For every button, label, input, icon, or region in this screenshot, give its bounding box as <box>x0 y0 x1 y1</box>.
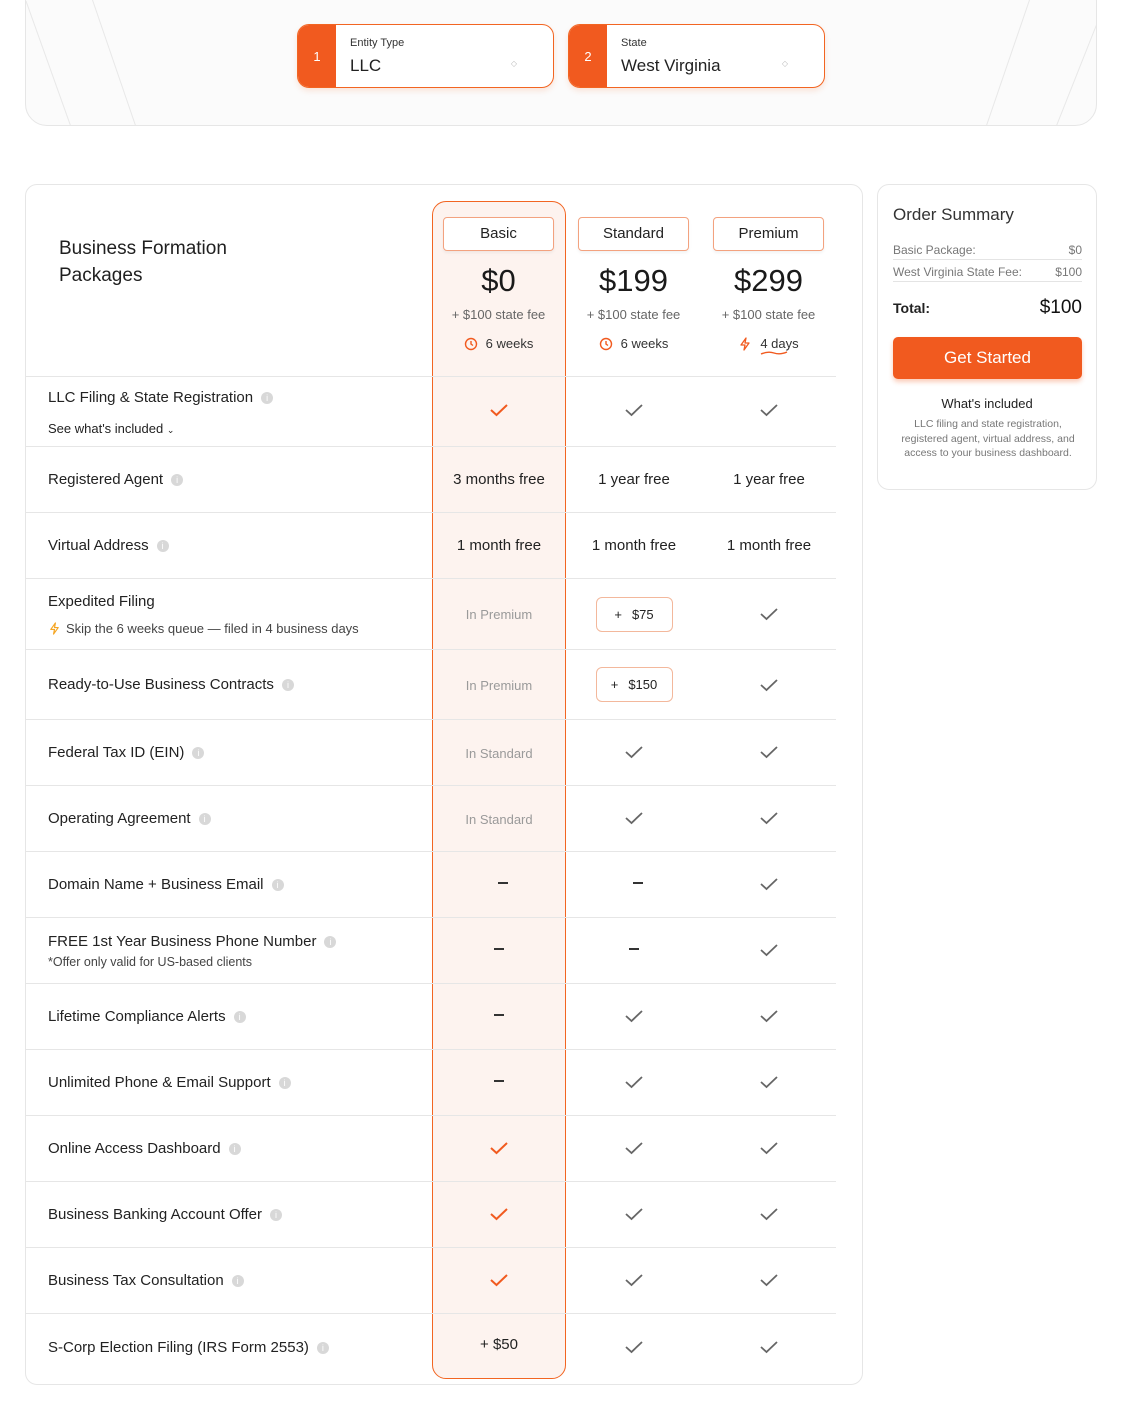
entity-type-caption: Entity Type <box>350 37 405 49</box>
feature-subtext: *Offer only valid for US-based clients <box>48 955 253 969</box>
whats-included-text: LLC filing and state registration, registered agent, virtual address, and access to your business dashboard. <box>901 418 1075 459</box>
state-select[interactable] <box>568 24 825 88</box>
check-icon <box>432 1273 566 1291</box>
package-price: $199 <box>599 263 668 298</box>
clock-icon <box>464 337 478 351</box>
check-icon <box>702 1207 836 1225</box>
info-icon[interactable]: i <box>229 1143 241 1155</box>
table-row <box>26 1049 836 1115</box>
entity-type-select[interactable] <box>297 24 554 88</box>
info-icon[interactable]: i <box>317 1342 329 1354</box>
package-basic-button[interactable]: Basic <box>443 217 554 251</box>
table-row <box>26 376 836 446</box>
info-icon[interactable]: i <box>157 540 169 552</box>
package-price: $299 <box>734 263 803 298</box>
check-icon <box>702 1141 836 1159</box>
dash-icon <box>567 940 701 957</box>
table-row <box>26 785 836 851</box>
cell-value: In Premium <box>465 607 533 622</box>
table-row <box>26 1181 836 1247</box>
table-row <box>26 1313 836 1383</box>
package-basic <box>443 217 554 351</box>
check-icon <box>567 403 701 421</box>
packages-table <box>25 184 863 1385</box>
info-icon[interactable]: i <box>171 474 183 486</box>
package-fee: + $100 state fee <box>586 307 681 322</box>
check-icon <box>702 678 836 696</box>
check-icon <box>567 811 701 829</box>
cell-value: In Standard <box>465 746 533 761</box>
check-icon <box>702 745 836 763</box>
feature-label: Online Access Dashboard i <box>48 1140 241 1157</box>
feature-label: Domain Name + Business Email i <box>48 876 284 893</box>
lightning-icon <box>738 337 752 351</box>
table-row <box>26 1247 836 1313</box>
feature-label: Federal Tax ID (EIN) i <box>48 744 204 761</box>
state-caption: State <box>621 37 647 49</box>
table-row <box>26 983 836 1049</box>
package-standard-button[interactable]: Standard <box>578 217 689 251</box>
order-summary-title: Order Summary <box>893 205 1014 224</box>
dash-icon <box>432 1072 566 1089</box>
table-row <box>26 719 836 785</box>
table-row <box>26 578 836 649</box>
feature-label: Operating Agreement i <box>48 810 211 827</box>
add-expedited-button[interactable]: + $75 <box>596 597 673 632</box>
feature-label: Business Banking Account Offer i <box>48 1206 282 1223</box>
clock-icon <box>599 337 613 351</box>
state-value: West Virginia <box>621 56 721 75</box>
dash-icon <box>571 874 705 891</box>
feature-label: Virtual Address i <box>48 537 169 554</box>
info-icon[interactable]: i <box>324 936 336 948</box>
feature-label: FREE 1st Year Business Phone Number i <box>48 933 336 950</box>
cell-value: In Premium <box>465 678 533 693</box>
info-icon[interactable]: i <box>232 1275 244 1287</box>
package-eta: 6 weeks <box>443 336 554 351</box>
package-price: $0 <box>481 263 516 298</box>
feature-label: Lifetime Compliance Alerts i <box>48 1008 246 1025</box>
feature-subtext: Skip the 6 weeks queue — filed in 4 business days <box>48 621 359 636</box>
info-icon[interactable]: i <box>272 879 284 891</box>
check-icon <box>567 745 701 763</box>
check-icon <box>702 943 836 961</box>
check-icon <box>702 877 836 895</box>
package-premium-button[interactable]: Premium <box>713 217 824 251</box>
lightning-icon <box>48 622 61 635</box>
feature-label: LLC Filing & State Registration i <box>48 389 273 406</box>
decorative-lines <box>26 0 1097 126</box>
info-icon[interactable]: i <box>192 747 204 759</box>
table-row <box>26 649 836 719</box>
info-icon[interactable]: i <box>279 1077 291 1089</box>
cell-value: 1 month free <box>726 537 812 554</box>
chevron-down-icon: ◇ <box>781 59 788 68</box>
table-row <box>26 917 836 983</box>
cell-value: 1 month free <box>591 537 677 554</box>
feature-label: Business Tax Consultation i <box>48 1272 244 1289</box>
whats-included-title: What's included <box>941 396 1033 411</box>
cell-value: In Standard <box>465 812 533 827</box>
check-icon <box>702 811 836 829</box>
summary-line: West Virginia State Fee: $100 <box>893 265 1082 282</box>
entity-state-selector-card <box>25 0 1097 126</box>
table-title: Business Formation Packages <box>59 238 227 286</box>
feature-label: Ready-to-Use Business Contracts i <box>48 676 294 693</box>
entity-type-value: LLC <box>350 56 382 75</box>
summary-total: Total: $100 <box>893 297 1082 318</box>
check-icon <box>567 1207 701 1225</box>
package-fee: + $100 state fee <box>721 307 816 322</box>
package-fee: + $100 state fee <box>451 307 546 322</box>
info-icon[interactable]: i <box>199 813 211 825</box>
package-eta: 4 days <box>713 336 824 351</box>
check-icon <box>432 1207 566 1225</box>
check-icon <box>432 1141 566 1159</box>
cell-addon <box>567 667 701 702</box>
get-started-button[interactable]: Get Started <box>893 337 1082 379</box>
check-icon <box>702 1009 836 1027</box>
feature-label: Expedited Filing <box>48 593 155 610</box>
cell-addon <box>567 597 701 632</box>
package-standard <box>578 217 689 351</box>
check-icon <box>702 1340 836 1358</box>
info-icon[interactable]: i <box>261 392 273 404</box>
cell-value: 1 year free <box>733 471 805 488</box>
feature-label: Registered Agent i <box>48 471 183 488</box>
check-icon <box>702 1075 836 1093</box>
dash-icon <box>432 1006 566 1023</box>
chevron-down-icon: ◇ <box>510 59 517 68</box>
step-number: 2 <box>569 25 607 87</box>
package-eta: 6 weeks <box>578 336 689 351</box>
add-contracts-button[interactable]: + $150 <box>596 667 673 702</box>
dash-icon <box>436 874 570 891</box>
chevron-down-icon: ⌄ <box>166 425 175 435</box>
cell-value: + $50 <box>480 1336 518 1353</box>
check-icon <box>702 403 836 421</box>
check-icon <box>432 403 566 421</box>
cell-value: 1 month free <box>456 537 542 554</box>
feature-label: Unlimited Phone & Email Support i <box>48 1074 291 1091</box>
check-icon <box>702 1273 836 1291</box>
see-whats-included-link[interactable]: See what's included ⌄ <box>48 421 175 436</box>
info-icon[interactable]: i <box>282 679 294 691</box>
cell-value: 1 year free <box>598 471 670 488</box>
check-icon <box>567 1009 701 1027</box>
table-row <box>26 851 836 917</box>
feature-label: S-Corp Election Filing (IRS Form 2553) i <box>48 1339 329 1356</box>
check-icon <box>567 1273 701 1291</box>
package-premium <box>713 217 824 351</box>
check-icon <box>567 1075 701 1093</box>
table-row <box>26 1115 836 1181</box>
summary-line: Basic Package: $0 <box>893 243 1082 260</box>
step-number: 1 <box>298 25 336 87</box>
check-icon <box>567 1141 701 1159</box>
check-icon <box>567 1340 701 1358</box>
check-icon <box>702 607 836 625</box>
info-icon[interactable]: i <box>270 1209 282 1221</box>
info-icon[interactable]: i <box>234 1011 246 1023</box>
dash-icon <box>432 940 566 957</box>
order-summary <box>877 184 1097 490</box>
underline-squiggle <box>760 350 788 356</box>
cell-value: 3 months free <box>453 471 545 488</box>
table-row <box>26 446 836 512</box>
table-row <box>26 512 836 578</box>
